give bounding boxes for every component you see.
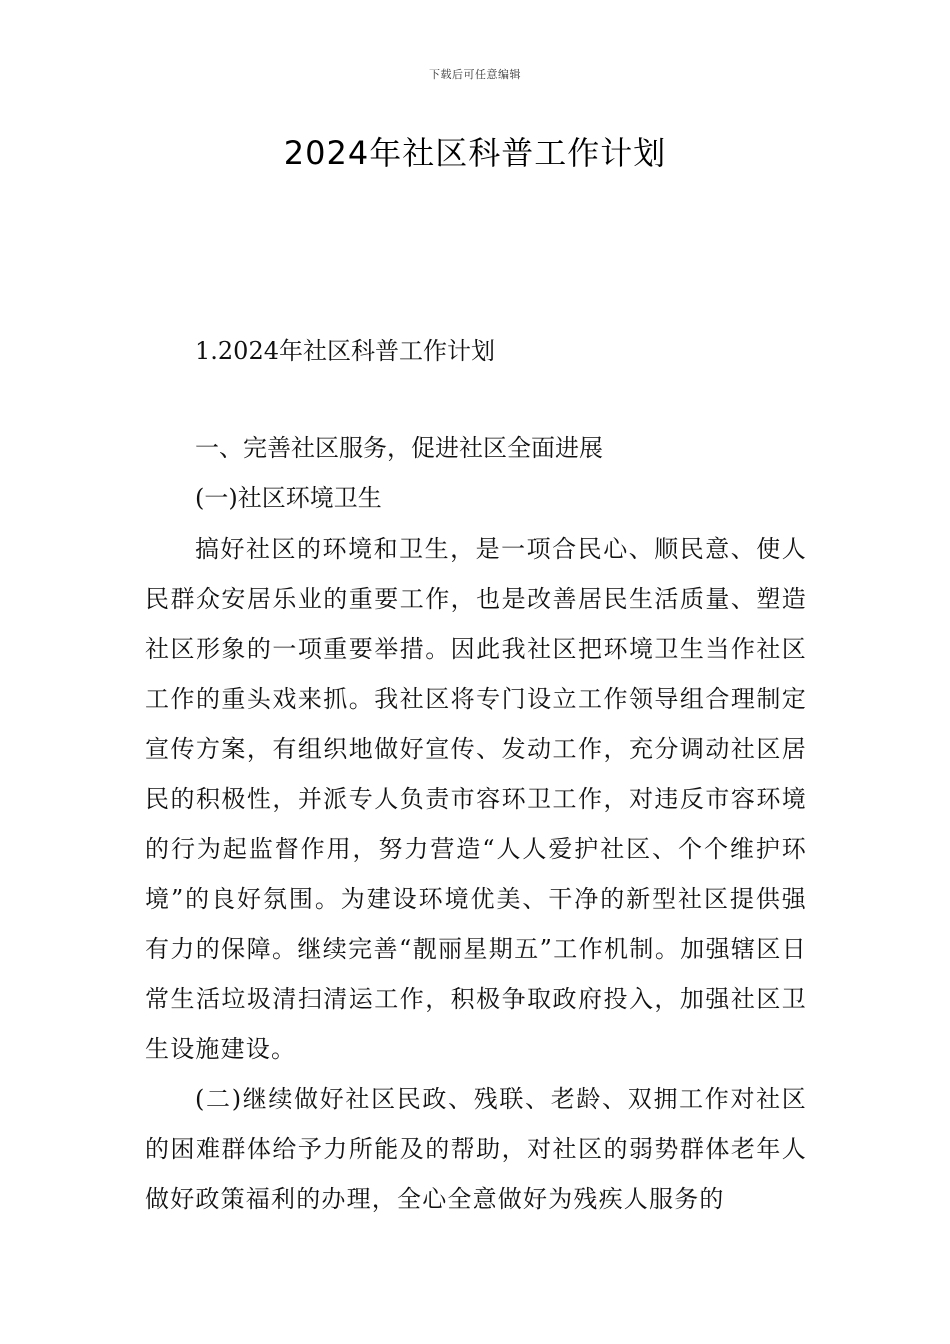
subheading-1: (一)社区环境卫生	[195, 484, 382, 512]
paragraph-1: 搞好社区的环境和卫生，是一项合民心、顺民意、使人民群众安居乐业的重要工作，也是改善居民生活质量、塑造社区形象的一项重要举措。因此我社区把环境卫生当作社区工作的重头戏来抓。我社区将专门设立工作领导组合理制定宣传方案，有组织地做好宣传、发动工作，充分调动社区居民的积极性，并派专人负责市容环卫工作，对违反市容环境的行为起监督作用，努力营造“人人爱护社区、个个维护环境”的良好氛围。为建设环境优美、干净的新型社区提供强有力的保障。继续完善“靓丽星期五”工作机制。加强辖区日常生活垃圾清扫清运工作，积极争取政府投入，加强社区卫生设施建设。	[145, 535, 807, 1063]
body-paragraphs	[145, 524, 807, 1224]
header-note: 下载后可任意编辑	[429, 68, 521, 81]
heading-1: 一、完善社区服务，促进社区全面进展	[195, 434, 603, 462]
document-title: 2024年社区科普工作计划	[283, 134, 667, 172]
paragraph-2: (二)继续做好社区民政、残联、老龄、双拥工作对社区的困难群体给予力所能及的帮助，对社区的弱势群体老年人做好政策福利的办理，全心全意做好为残疾人服务的	[145, 1085, 807, 1213]
section-title: 1.2024年社区科普工作计划	[195, 337, 495, 365]
